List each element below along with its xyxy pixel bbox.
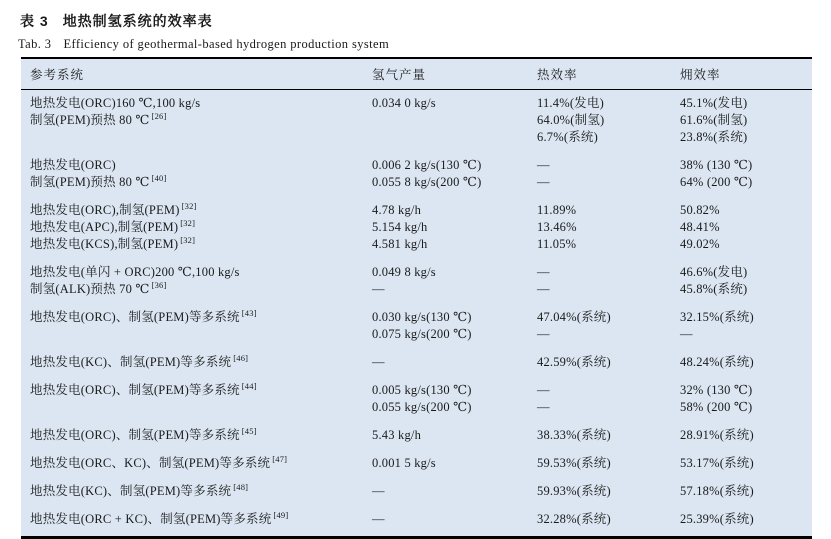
reference-superscript: [40] <box>151 172 167 183</box>
cell-yield <box>364 306 529 351</box>
table-row <box>21 306 812 351</box>
cell-yield <box>364 261 529 306</box>
cell-line: 11.05% <box>537 237 577 251</box>
reference-superscript: [49] <box>273 509 289 520</box>
cell-line: 5.154 kg/h <box>372 220 428 234</box>
cell-line: 制氢(PEM)预热 80 ℃ [40] <box>30 172 167 189</box>
cell-line: — <box>537 400 550 414</box>
cell-line: 0.030 kg/s(130 ℃) <box>372 310 472 324</box>
cell-line: — <box>537 327 550 341</box>
cell-system <box>21 508 364 538</box>
cell-line: — <box>537 282 550 296</box>
table-row <box>21 261 812 306</box>
cell-line: — <box>537 158 550 172</box>
cell-thermal <box>529 508 672 538</box>
cell-line: — <box>680 327 693 341</box>
table-title-en: Efficiency of geothermal-based hydrogen production system <box>63 37 390 51</box>
reference-superscript: [32] <box>180 234 196 245</box>
table-row <box>21 199 812 261</box>
cell-line: 0.005 kg/s(130 ℃) <box>372 383 472 397</box>
table-caption-cn <box>20 11 213 31</box>
cell-line: 45.1%(发电) <box>680 96 748 110</box>
cell-exergy <box>672 424 812 452</box>
cell-exergy <box>672 508 812 538</box>
cell-thermal <box>529 199 672 261</box>
cell-thermal <box>529 154 672 199</box>
cell-thermal <box>529 452 672 480</box>
cell-line: 11.89% <box>537 203 577 217</box>
cell-exergy <box>672 306 812 351</box>
reference-superscript: [48] <box>233 481 249 492</box>
cell-line: 地热发电(ORC、KC)、制氢(PEM)等多系统 [47] <box>30 453 288 470</box>
cell-line: 5.43 kg/h <box>372 428 422 442</box>
cell-thermal <box>529 351 672 379</box>
cell-line: 0.075 kg/s(200 ℃) <box>372 327 472 341</box>
table-row <box>21 90 812 155</box>
cell-line: 地热发电(ORC)、制氢(PEM)等多系统 [45] <box>30 425 257 442</box>
cell-line: 地热发电(KC)、制氢(PEM)等多系统 [46] <box>30 352 249 369</box>
cell-yield <box>364 199 529 261</box>
cell-line: 0.006 2 kg/s(130 ℃) <box>372 158 482 172</box>
cell-exergy <box>672 351 812 379</box>
cell-line: 25.39%(系统) <box>680 512 754 526</box>
cell-line: — <box>372 355 385 369</box>
reference-superscript: [43] <box>241 307 257 318</box>
table-header-row <box>21 58 812 90</box>
cell-line: 地热发电(KCS),制氢(PEM) [32] <box>30 234 196 251</box>
cell-line: 38% (130 ℃) <box>680 158 753 172</box>
cell-line: — <box>537 265 550 279</box>
cell-yield <box>364 90 529 155</box>
cell-thermal <box>529 306 672 351</box>
cell-system <box>21 306 364 351</box>
cell-line: 制氢(ALK)预热 70 ℃ [36] <box>30 279 167 296</box>
cell-line: 地热发电(ORC) <box>30 158 116 172</box>
cell-exergy <box>672 379 812 424</box>
cell-yield <box>364 154 529 199</box>
table-number-cn: 表 3 <box>20 13 49 29</box>
cell-line: 0.049 8 kg/s <box>372 265 436 279</box>
column-header-exergy-efficiency: 㶲效率 <box>672 58 812 90</box>
cell-line: 制氢(PEM)预热 80 ℃ [26] <box>30 110 167 127</box>
cell-line: 地热发电(ORC)、制氢(PEM)等多系统 [43] <box>30 307 257 324</box>
cell-thermal <box>529 424 672 452</box>
cell-exergy <box>672 452 812 480</box>
cell-system <box>21 351 364 379</box>
cell-line: 42.59%(系统) <box>537 355 611 369</box>
cell-thermal <box>529 480 672 508</box>
cell-line: 32.15%(系统) <box>680 310 754 324</box>
cell-system <box>21 480 364 508</box>
cell-line: 6.7%(系统) <box>537 130 598 144</box>
cell-exergy <box>672 90 812 155</box>
column-header-hydrogen-yield: 氢气产量 <box>364 58 529 90</box>
cell-line: 地热发电(ORC),制氢(PEM) [32] <box>30 200 197 217</box>
table-row <box>21 452 812 480</box>
column-header-reference-system: 参考系统 <box>21 58 364 90</box>
table-row <box>21 379 812 424</box>
cell-line: 4.78 kg/h <box>372 203 422 217</box>
cell-line: 48.41% <box>680 220 720 234</box>
table-row <box>21 351 812 379</box>
cell-yield <box>364 379 529 424</box>
cell-line: 59.93%(系统) <box>537 484 611 498</box>
cell-line: 48.24%(系统) <box>680 355 754 369</box>
cell-line: 0.034 0 kg/s <box>372 96 436 110</box>
cell-line: 57.18%(系统) <box>680 484 754 498</box>
reference-superscript: [46] <box>233 352 249 363</box>
cell-system <box>21 424 364 452</box>
cell-line: — <box>372 484 385 498</box>
cell-exergy <box>672 480 812 508</box>
cell-system <box>21 261 364 306</box>
cell-line: 28.91%(系统) <box>680 428 754 442</box>
cell-thermal <box>529 379 672 424</box>
cell-line: 45.8%(系统) <box>680 282 748 296</box>
reference-superscript: [45] <box>241 425 257 436</box>
cell-line: 59.53%(系统) <box>537 456 611 470</box>
cell-line: 47.04%(系统) <box>537 310 611 324</box>
cell-line: — <box>372 282 385 296</box>
cell-line: — <box>537 383 550 397</box>
table-row <box>21 424 812 452</box>
cell-line: 4.581 kg/h <box>372 237 428 251</box>
table-number-en: Tab. 3 <box>18 37 52 51</box>
reference-superscript: [32] <box>181 200 197 211</box>
cell-system <box>21 452 364 480</box>
reference-superscript: [44] <box>241 380 257 391</box>
cell-line: 13.46% <box>537 220 577 234</box>
cell-line: 0.055 8 kg/s(200 ℃) <box>372 175 482 189</box>
cell-line: 地热发电(单闪 + ORC)200 ℃,100 kg/s <box>30 265 240 279</box>
cell-yield <box>364 480 529 508</box>
cell-line: 50.82% <box>680 203 720 217</box>
table-body <box>21 90 812 538</box>
cell-exergy <box>672 199 812 261</box>
cell-line: 61.6%(制氢) <box>680 113 748 127</box>
cell-yield <box>364 508 529 538</box>
cell-line: 地热发电(KC)、制氢(PEM)等多系统 [48] <box>30 481 249 498</box>
table-row <box>21 154 812 199</box>
cell-line: 64% (200 ℃) <box>680 175 753 189</box>
cell-line: — <box>372 512 385 526</box>
cell-thermal <box>529 261 672 306</box>
cell-line: 23.8%(系统) <box>680 130 748 144</box>
cell-system <box>21 90 364 155</box>
cell-system <box>21 199 364 261</box>
cell-line: 58% (200 ℃) <box>680 400 753 414</box>
cell-system <box>21 154 364 199</box>
cell-system <box>21 379 364 424</box>
cell-line: 53.17%(系统) <box>680 456 754 470</box>
cell-line: 32% (130 ℃) <box>680 383 753 397</box>
table-row <box>21 480 812 508</box>
reference-superscript: [26] <box>151 110 167 121</box>
table-caption-en <box>18 37 389 52</box>
cell-line: 地热发电(ORC + KC)、制氢(PEM)等多系统 [49] <box>30 509 289 526</box>
cell-yield <box>364 351 529 379</box>
reference-superscript: [36] <box>151 279 167 290</box>
cell-line: 49.02% <box>680 237 720 251</box>
cell-line: 地热发电(APC),制氢(PEM) [32] <box>30 217 196 234</box>
cell-yield <box>364 424 529 452</box>
efficiency-table <box>21 57 812 539</box>
cell-line: 64.0%(制氢) <box>537 113 605 127</box>
cell-yield <box>364 452 529 480</box>
cell-line: 0.055 kg/s(200 ℃) <box>372 400 472 414</box>
cell-line: 38.33%(系统) <box>537 428 611 442</box>
cell-line: 46.6%(发电) <box>680 265 748 279</box>
cell-line: 32.28%(系统) <box>537 512 611 526</box>
reference-superscript: [47] <box>272 453 288 464</box>
cell-line: 地热发电(ORC)160 ℃,100 kg/s <box>30 96 201 110</box>
cell-line: 地热发电(ORC)、制氢(PEM)等多系统 [44] <box>30 380 257 397</box>
cell-line: 11.4%(发电) <box>537 96 604 110</box>
cell-line: 0.001 5 kg/s <box>372 456 436 470</box>
cell-thermal <box>529 90 672 155</box>
table-row <box>21 508 812 538</box>
reference-superscript: [32] <box>180 217 196 228</box>
cell-exergy <box>672 261 812 306</box>
cell-exergy <box>672 154 812 199</box>
column-header-thermal-efficiency: 热效率 <box>529 58 672 90</box>
table-title-cn: 地热制氢系统的效率表 <box>62 13 213 29</box>
cell-line: — <box>537 175 550 189</box>
